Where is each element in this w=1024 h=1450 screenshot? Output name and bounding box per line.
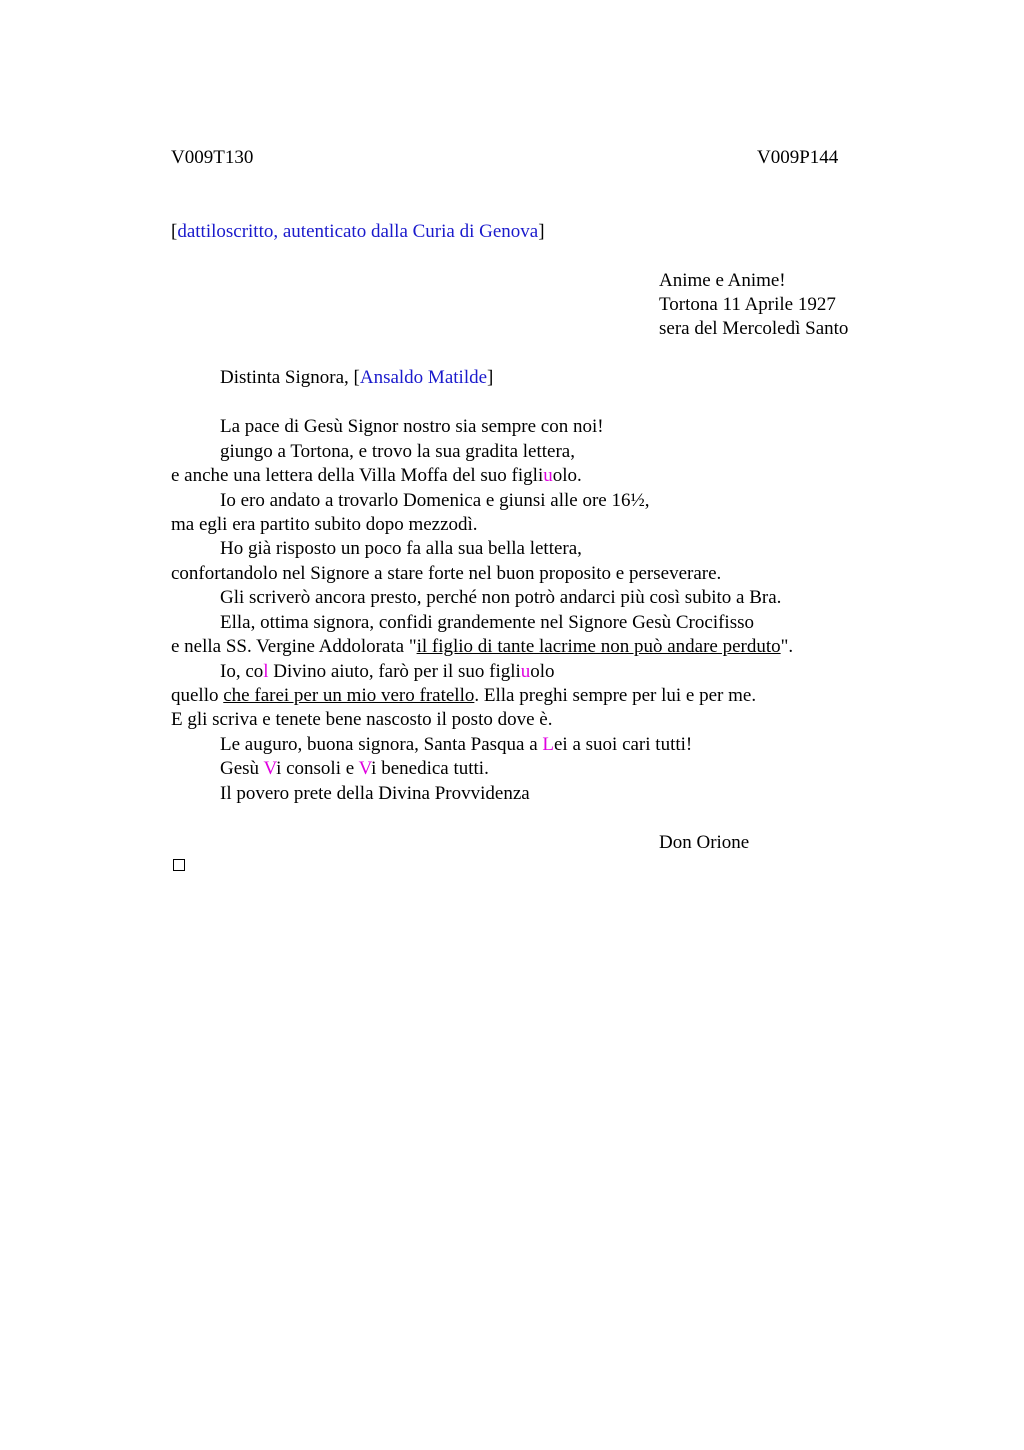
body-line: Ella, ottima signora, confidi grandemente nel Signore Gesù Crocifisso xyxy=(220,612,754,633)
correction-mark: V xyxy=(358,758,372,779)
correction-mark: l xyxy=(263,661,269,682)
source-note: [dattiloscritto, autenticato dalla Curia di Genova] xyxy=(171,221,545,242)
body-line: e nella SS. Vergine Addolorata "il figlio di tante lacrime non può andare perduto". xyxy=(171,636,794,657)
body-line: Ho già risposto un poco fa alla sua bella lettera, xyxy=(220,538,582,559)
body-line: e anche una lettera della Villa Moffa del suo figliuolo. xyxy=(171,465,582,486)
underlined-quote: il figlio di tante lacrime non può andare perduto xyxy=(416,636,781,657)
underlined-phrase: che farei per un mio vero fratello xyxy=(223,685,475,706)
body-line: giungo a Tortona, e trovo la sua gradita lettera, xyxy=(220,441,575,462)
body-line: confortandolo nel Signore a stare forte nel buon proposito e perseverare. xyxy=(171,563,722,584)
checkbox-square-icon xyxy=(173,859,185,871)
correction-mark: u xyxy=(543,465,553,486)
body-line: Gli scriverò ancora presto, perché non potrò andarci più così subito a Bra. xyxy=(220,587,782,608)
body-line: Gesù Vi consoli e Vi benedica tutti. xyxy=(220,758,489,779)
dateline-motto: Anime e Anime! xyxy=(659,270,786,291)
body-line: Il povero prete della Divina Provvidenza xyxy=(220,783,530,804)
recipient-name: Ansaldo Matilde xyxy=(359,367,488,388)
body-line: Io ero andato a trovarlo Domenica e giunsi alle ore 16½, xyxy=(220,490,650,511)
signature: Don Orione xyxy=(659,832,750,853)
correction-mark: L xyxy=(542,734,554,755)
dateline-place-date: Tortona 11 Aprile 1927 xyxy=(659,294,836,315)
salutation: Distinta Signora, [Ansaldo Matilde] xyxy=(220,367,494,388)
correction-mark: V xyxy=(263,758,277,779)
dateline-day: sera del Mercoledì Santo xyxy=(659,318,849,339)
body-line: La pace di Gesù Signor nostro sia sempre con noi! xyxy=(220,416,604,437)
source-note-text: dattiloscritto, autenticato dalla Curia di Genova xyxy=(177,221,539,242)
document-code-left: V009T130 xyxy=(171,147,254,168)
document-code-right: V009P144 xyxy=(757,147,839,168)
body-line: Io, col Divino aiuto, farò per il suo figliuolo xyxy=(220,661,555,682)
body-line: ma egli era partito subito dopo mezzodì. xyxy=(171,514,478,535)
correction-mark: u xyxy=(520,661,531,682)
body-line: Le auguro, buona signora, Santa Pasqua a Lei a suoi cari tutti! xyxy=(220,734,693,755)
body-line: E gli scriva e tenete bene nascosto il posto dove è. xyxy=(171,709,553,730)
body-line: quello che farei per un mio vero fratello. Ella preghi sempre per lui e per me. xyxy=(171,685,757,706)
